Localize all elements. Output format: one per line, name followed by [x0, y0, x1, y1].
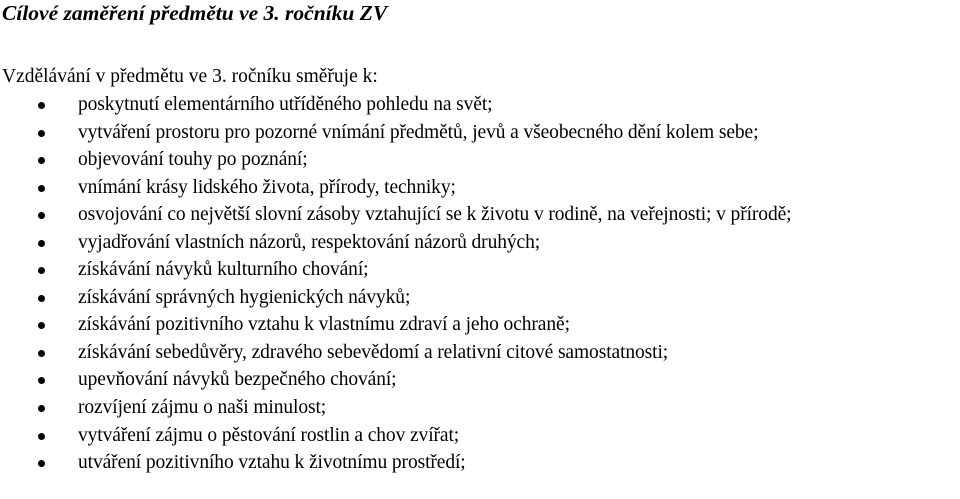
bullet-icon	[38, 102, 45, 109]
bullet-icon	[38, 212, 45, 219]
bullet-icon	[38, 267, 45, 274]
bullet-icon	[38, 157, 45, 164]
bullet-icon	[38, 185, 45, 192]
list-item-text: získávání sebedůvěry, zdravého sebevědomí a relativní citové samostatnosti;	[78, 341, 669, 363]
list-item-text: vytváření zájmu o pěstování rostlin a chov zvířat;	[78, 424, 460, 446]
intro-paragraph: Vzdělávání v předmětu ve 3. ročníku směřuje k:	[2, 66, 378, 87]
list-item-text: získávání pozitivního vztahu k vlastnímu zdraví a jeho ochraně;	[78, 314, 570, 336]
list-item-text: upevňování návyků bezpečného chování;	[78, 369, 397, 391]
bullet-icon	[38, 433, 45, 440]
list-item-text: získávání návyků kulturního chování;	[78, 259, 369, 281]
list-item-text: vyjadřování vlastních názorů, respektování názorů druhých;	[78, 231, 541, 253]
bullet-icon	[38, 460, 45, 467]
list-item-text: získávání správných hygienických návyků;	[78, 286, 411, 308]
list-item-text: objevování touhy po poznání;	[78, 149, 308, 171]
list-item-text: vytváření prostoru pro pozorné vnímání předmětů, jevů a všeobecného dění kolem sebe;	[78, 121, 759, 143]
page-title: Cílové zaměření předmětu ve 3. ročníku ZV	[2, 1, 388, 25]
list-item-text: utváření pozitivního vztahu k životnímu prostředí;	[78, 452, 466, 474]
bullet-icon	[38, 322, 45, 329]
list-item-text: rozvíjení zájmu o naši minulost;	[78, 397, 327, 419]
bullet-icon	[38, 130, 45, 137]
bullet-icon	[38, 377, 45, 384]
list-item-text: poskytnutí elementárního utříděného pohledu na svět;	[78, 94, 493, 115]
list-item-text: osvojování co největší slovní zásoby vztahující se k životu v rodině, na veřejnosti; v přírodě;	[78, 204, 792, 226]
bullet-icon	[38, 295, 45, 302]
list-item-text: vnímání krásy lidského života, přírody, techniky;	[78, 176, 456, 198]
bullet-icon	[38, 240, 45, 247]
bullet-icon	[38, 350, 45, 357]
bullet-icon	[38, 405, 45, 412]
